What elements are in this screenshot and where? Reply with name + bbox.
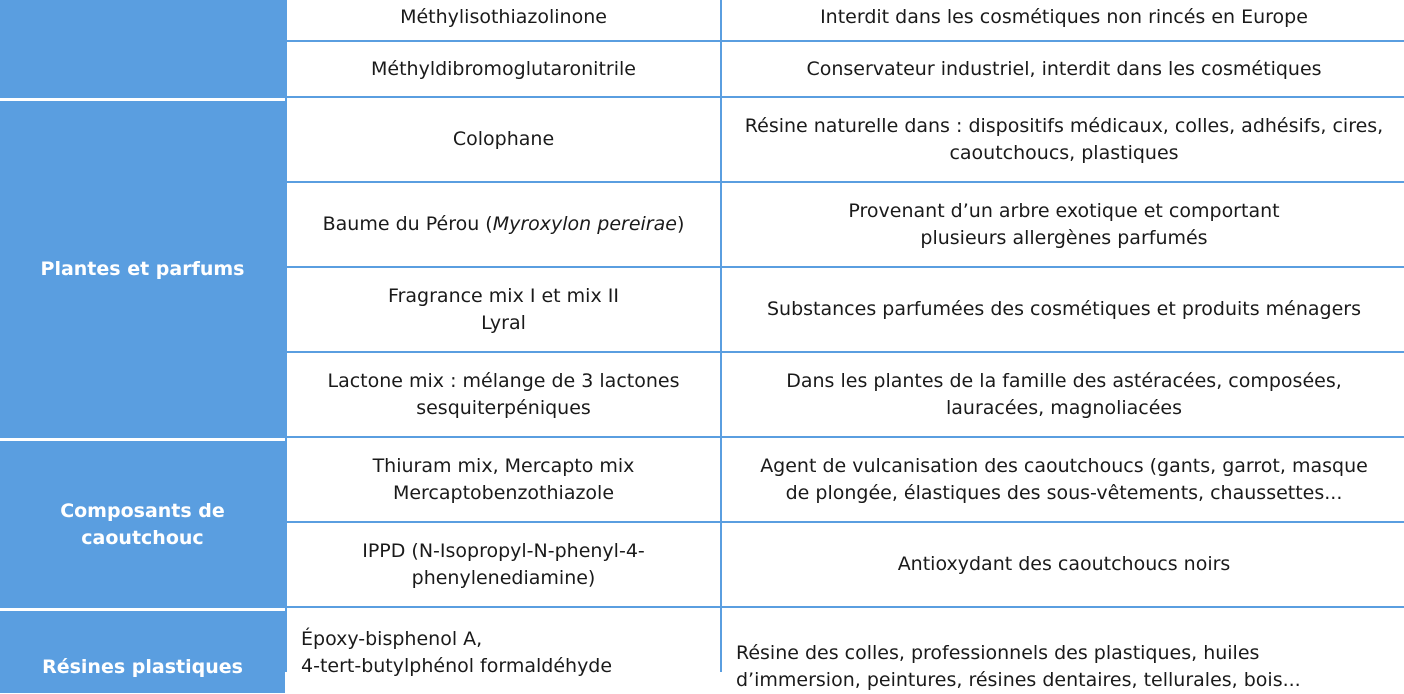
description-cell — [722, 438, 1404, 523]
substance-cell — [287, 523, 720, 608]
substance-cell — [287, 42, 720, 98]
substance-name: IPPD (N-Isopropyl-N-phenyl-4- — [362, 539, 645, 562]
description-text: d’immersion, peintures, résines dentaires, tellurales, bois... — [736, 669, 1301, 691]
category-label: Composants de — [60, 499, 225, 522]
description-text: Antioxydant des caoutchoucs noirs — [897, 553, 1231, 575]
substance-name: Méthyldibromoglutaronitrile — [371, 57, 636, 80]
substance-name: Lactone mix : mélange de 3 lactones — [327, 369, 680, 392]
description-text: lauracées, magnoliacées — [945, 396, 1183, 419]
description-text: Agent de vulcanisation des caoutchoucs (gants, garrot, masque — [760, 454, 1368, 477]
category-label: Plantes et parfums — [40, 258, 245, 280]
substance-cell — [287, 183, 720, 268]
description-text: Résine naturelle dans : dispositifs médicaux, colles, adhésifs, cires, — [744, 114, 1384, 137]
description-cell — [722, 268, 1404, 353]
substance-cell — [287, 438, 720, 523]
description-text: plusieurs allergènes parfumés — [920, 226, 1208, 249]
description-text: Interdit dans les cosmétiques non rincés en Europe — [820, 5, 1308, 28]
category-label: Résines plastiques — [42, 656, 243, 678]
substance-cell — [287, 608, 720, 693]
description-cell — [722, 608, 1404, 693]
description-cell — [722, 353, 1404, 438]
description-cell — [722, 183, 1404, 268]
description-cell — [722, 98, 1404, 183]
substance-name: Fragrance mix I et mix II — [388, 284, 619, 307]
description-text: Dans les plantes de la famille des astéracées, composées, — [786, 369, 1342, 392]
substance-name: sesquiterpéniques — [416, 396, 591, 419]
substance-name: 4-tert-butylphénol formaldéhyde — [301, 655, 613, 677]
category-cell-resines — [0, 608, 285, 693]
substance-name: Méthylisothiazolinone — [400, 5, 607, 28]
substance-name: Lyral — [481, 311, 526, 334]
substance-cell — [287, 0, 720, 42]
description-text: de plongée, élastiques des sous-vêtements, chaussettes... — [785, 481, 1343, 504]
description-text: Conservateur industriel, interdit dans les cosmétiques — [806, 57, 1322, 80]
substance-latin-name: Myroxylon pereirae — [492, 213, 677, 235]
substance-name: Colophane — [452, 128, 555, 150]
description-text: Provenant d’un arbre exotique et comportant — [848, 199, 1280, 222]
description-cell — [722, 42, 1404, 98]
category-cell-plantes — [0, 98, 285, 438]
substance-cell — [287, 268, 720, 353]
substance-name: Mercaptobenzothiazole — [392, 481, 615, 504]
substance-name: phenylenediamine) — [411, 566, 596, 589]
description-text: Substances parfumées des cosmétiques et produits ménagers — [766, 298, 1362, 320]
description-cell — [722, 523, 1404, 608]
category-cell-conservateurs — [0, 0, 285, 98]
substance-cell — [287, 98, 720, 183]
description-text: caoutchoucs, plastiques — [949, 141, 1179, 164]
description-cell — [722, 0, 1404, 42]
substance-name: Thiuram mix, Mercapto mix — [372, 454, 635, 477]
substance-name: Baume du Pérou (Myroxylon pereirae) — [322, 213, 685, 235]
category-cell-caoutchouc — [0, 438, 285, 608]
substance-name: Époxy-bisphenol A, — [301, 628, 483, 650]
category-label: caoutchouc — [81, 526, 204, 549]
substance-cell — [287, 353, 720, 438]
description-text: Résine des colles, professionnels des plastiques, huiles — [736, 642, 1260, 664]
